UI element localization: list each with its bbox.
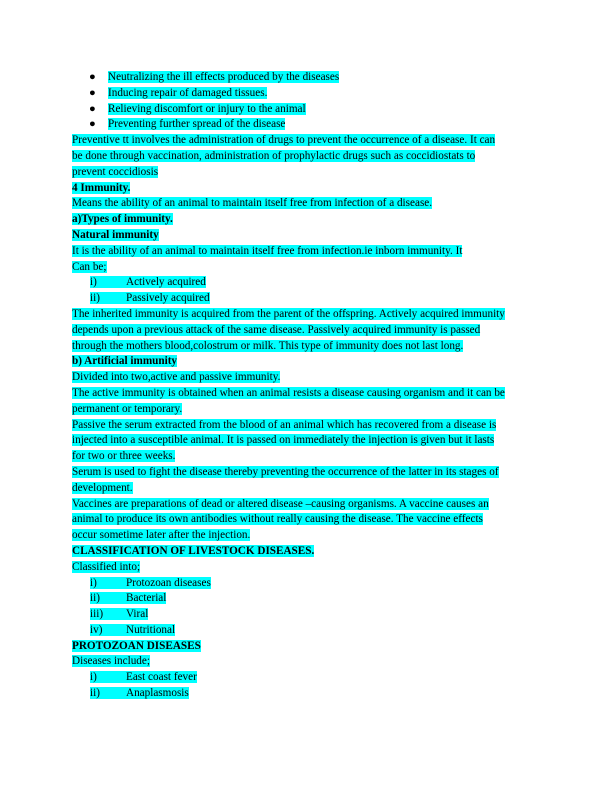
vaccine-paragraph: [72, 497, 542, 544]
treatment-aims-list: [72, 70, 542, 133]
item-number: i): [90, 671, 97, 684]
text-line: injected into a susceptible animal. It is passed on immediately the injection is given but it lasts: [72, 434, 495, 447]
list-item: [72, 291, 542, 307]
text-line: Preventive tt involves the administration of drugs to prevent the occurrence of a disease. It can: [72, 134, 496, 147]
text-line: The inherited immunity is acquired from the parent of the offspring. Actively acquired immunity: [72, 307, 505, 320]
divided-into-text: Divided into two,active and passive immunity.: [72, 371, 281, 384]
item-number: ii): [90, 292, 100, 305]
disease-classification-list: [72, 576, 542, 639]
list-item: [72, 607, 542, 623]
item-text: Viral: [126, 608, 149, 621]
list-item: ● Inducing repair of damaged tissues.: [72, 86, 542, 102]
item-number: i): [90, 576, 97, 589]
item-text: Protozoan diseases: [126, 576, 211, 589]
text-line: The active immunity is obtained when an animal resists a disease causing organism and it can be: [72, 386, 505, 399]
natural-immunity-heading: Natural immunity: [72, 228, 159, 241]
bullet-icon: ●: [89, 71, 96, 83]
text-line: for two or three weeks.: [72, 450, 176, 463]
bullet-icon: ●: [89, 86, 96, 99]
item-number: i): [90, 276, 97, 289]
classification-heading: CLASSIFICATION OF LIVESTOCK DISEASES.: [72, 544, 315, 557]
list-item: ● Neutralizing the ill effects produced by the diseases: [72, 70, 542, 86]
text-line: be done through vaccination, administration of prophylactic drugs such as coccidiostats to: [72, 149, 476, 162]
text-line: development.: [72, 481, 133, 494]
list-item: ● Preventing further spread of the disease: [72, 117, 542, 133]
text-line: animal to produce its own antibodies without really causing the disease. The vaccine effects: [72, 513, 483, 526]
text-line: Vaccines are preparations of dead or altered disease –causing organisms. A vaccine causes an: [72, 497, 489, 510]
item-text: Bacterial: [126, 592, 167, 605]
text-line: occur sometime later after the injection.: [72, 529, 251, 542]
diseases-include-text: Diseases include;: [72, 655, 150, 668]
item-text: Passively acquired: [126, 292, 210, 305]
artificial-immunity-heading: b) Artificial immunity: [72, 355, 178, 368]
immunity-definition: Means the ability of an animal to maintain itself free from infection of a disease.: [72, 197, 433, 210]
item-number: iv): [90, 623, 103, 636]
text-line: Serum is used to fight the disease thereby preventing the occurrence of the latter in its stages of: [72, 465, 499, 478]
protozoan-diseases-list: [72, 670, 542, 702]
list-item: [72, 670, 542, 686]
preventive-paragraph: [72, 133, 542, 180]
item-number: ii): [90, 687, 100, 700]
list-item: [72, 576, 542, 592]
natural-immunity-definition: It is the ability of an animal to maintain itself free from infection.ie inborn immunity. It: [72, 244, 463, 257]
text-line: permanent or temporary.: [72, 402, 183, 415]
classified-into-text: Classified into;: [72, 560, 141, 573]
list-item: ● Relieving discomfort or injury to the animal: [72, 102, 542, 118]
item-text: Anaplasmosis: [126, 687, 189, 700]
list-item: [72, 623, 542, 639]
active-immunity-paragraph: [72, 386, 542, 418]
protozoan-diseases-heading: PROTOZOAN DISEASES: [72, 639, 201, 652]
serum-paragraph: [72, 465, 542, 497]
bullet-icon: ●: [89, 102, 96, 115]
list-item: [72, 591, 542, 607]
inherited-immunity-paragraph: [72, 307, 542, 354]
item-number: ii): [90, 592, 100, 605]
text-line: through the mothers blood,colostrum or milk. This type of immunity does not last long.: [72, 339, 464, 352]
acquired-immunity-list: [72, 275, 542, 307]
item-text: East coast fever: [126, 671, 197, 684]
types-of-immunity-heading: a)Types of immunity.: [72, 213, 173, 226]
list-item: [72, 686, 542, 702]
item-text: Actively acquired: [126, 276, 206, 289]
item-number: iii): [90, 608, 104, 621]
item-text: Nutritional: [126, 623, 176, 636]
text-line: prevent coccidiosis: [72, 165, 159, 178]
text-line: Passive the serum extracted from the blood of an animal which has recovered from a disease is: [72, 418, 497, 431]
text-line: depends upon a previous attack of the same disease. Passively acquired immunity is passed: [72, 323, 481, 336]
list-item: [72, 275, 542, 291]
passive-immunity-paragraph: [72, 418, 542, 465]
can-be-label: Can be;: [72, 260, 107, 273]
document-body: [72, 70, 542, 702]
immunity-heading: 4 Immunity.: [72, 181, 131, 194]
bullet-icon: ●: [89, 118, 96, 131]
